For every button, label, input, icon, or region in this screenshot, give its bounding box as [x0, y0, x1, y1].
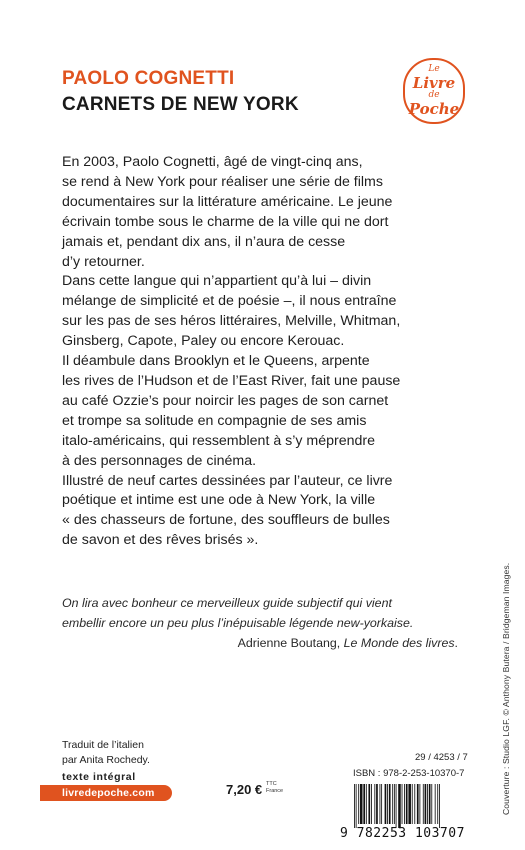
logo-word-livre: Livre: [412, 74, 456, 92]
book-title: CARNETS DE NEW YORK: [62, 94, 299, 115]
blurb-line: se rend à New York pour réaliser une série de films: [62, 173, 383, 190]
logo-word-le: Le: [428, 64, 440, 74]
integral-text-label: texte intégral: [62, 771, 136, 783]
blurb-line: sur les pas de ses héros littéraires, Melville, Whitman,: [62, 313, 401, 330]
blurb-line: de savon et des rêves brisés ».: [62, 532, 259, 549]
logo-word-poche: Poche: [408, 100, 460, 118]
price-note-france: France: [266, 787, 284, 794]
review-source: Le Monde des livres: [343, 636, 455, 650]
blurb-line: italo-américains, qui ressemblent à s’y méprendre: [62, 432, 376, 449]
barcode-icon: [352, 784, 483, 828]
price-note: [266, 781, 283, 794]
blurb-line: Ginsberg, Capote, Paley ou encore Kerouac.: [62, 333, 345, 350]
translation-credit: [62, 738, 150, 767]
translator-line: par Anita Rochedy.: [62, 753, 150, 766]
blurb-line: écrivain tombe sous le charme de la ville qui ne dort: [62, 213, 389, 230]
livre-de-poche-logo: [403, 58, 465, 124]
blurb-line: En 2003, Paolo Cognetti, âgé de vingt-cinq ans,: [62, 154, 363, 170]
blurb-line: mélange de simplicité et de poésie –, il nous entraîne: [62, 293, 397, 310]
translation-line: Traduit de l’italien: [62, 739, 144, 751]
price-note-ttc: TTC: [266, 781, 277, 787]
blurb-line: jamais et, pendant dix ans, il n’aura de cesse: [62, 233, 346, 250]
isbn: ISBN : 978-2-253-10370-7: [353, 768, 465, 779]
review-line: On lira avec bonheur ce merveilleux guide subjectif qui vient: [62, 596, 392, 610]
blurb-line: au café Ozzie’s pour noircir les pages de son carnet: [62, 392, 389, 409]
blurb-line: Illustré de neuf cartes dessinées par l’auteur, ce livre: [62, 472, 393, 489]
cover-credit: Couverture : Studio LGF. © Anthony Butera / Bridgeman Images.: [501, 562, 511, 815]
review-line: embellir encore un peu plus l’inépuisable légende new-yorkaise.: [62, 616, 414, 630]
blurb-line: à des personnages de cinéma.: [62, 452, 257, 469]
catalog-reference: 29 / 4253 / 7: [415, 752, 468, 763]
review-author: Adrienne Boutang,: [237, 636, 344, 650]
blurb-line: Il déambule dans Brooklyn et le Queens, arpente: [62, 353, 370, 370]
blurb-line: les rives de l’Hudson et de l’East River, fait une pause: [62, 372, 401, 389]
logo-word-de: de: [428, 90, 440, 100]
author-name: PAOLO COGNETTI: [62, 68, 235, 89]
review-quote: [62, 593, 482, 653]
barcode-digits: 9 782253 103707: [340, 826, 465, 841]
blurb-line: Dans cette langue qui n’appartient qu’à lui – divin: [62, 273, 372, 290]
blurb-line: et trompe sa solitude en compagnie de ses amis: [62, 412, 367, 429]
blurb-text: [62, 153, 482, 551]
review-signature-end: .: [454, 636, 458, 650]
review-signature: [62, 633, 482, 653]
blurb-line: poétique et intime est une ode à New York, la ville: [62, 492, 376, 509]
blurb-line: documentaires sur la littérature américaine. Le jeune: [62, 193, 393, 210]
blurb-line: « des chasseurs de fortune, des souffleurs de bulles: [62, 512, 390, 529]
price: 7,20 €: [226, 782, 263, 797]
blurb-line: d’y retourner.: [62, 253, 145, 270]
website-link[interactable]: livredepoche.com: [40, 785, 172, 801]
